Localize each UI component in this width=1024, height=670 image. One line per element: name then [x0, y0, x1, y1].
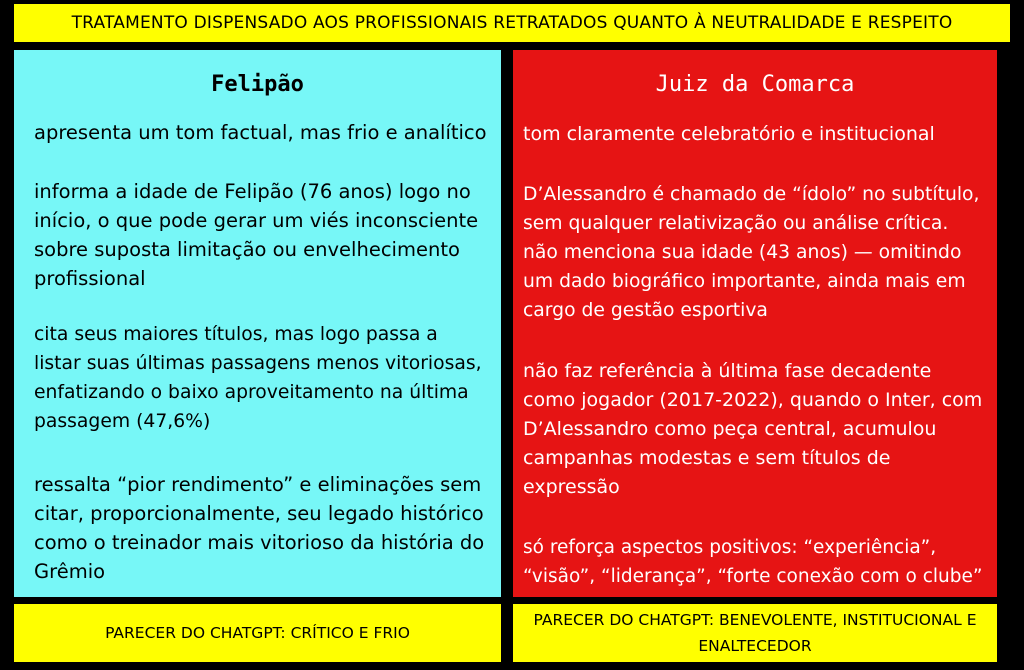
text-line: ressalta “pior rendimento” e eliminações sem — [34, 473, 482, 496]
text-line: D’Alessandro como peça central, acumulou — [523, 418, 937, 440]
text-line: informa a idade de Felipão (76 anos) logo no — [34, 180, 471, 203]
text-line: não menciona sua idade (43 anos) — omitindo — [523, 242, 962, 263]
text-line: tom claramente celebratório e institucional — [523, 123, 935, 145]
text-line: cargo de gestão esportiva — [523, 300, 768, 321]
felipao-verdict-text: PARECER DO CHATGPT: CRÍTICO E FRIO — [105, 624, 410, 642]
felipao-paragraph-4 — [34, 470, 484, 586]
text-line: cita seus maiores títulos, mas logo passa a — [34, 324, 438, 345]
text-line: expressão — [523, 476, 620, 498]
text-line: apresenta um tom factual, mas frio e analítico — [34, 121, 487, 144]
text-line: passagem (47,6%) — [34, 411, 211, 432]
felipao-paragraph-2 — [34, 177, 478, 293]
felipao-panel — [14, 50, 501, 597]
juiz-paragraph-1 — [523, 120, 935, 149]
felipao-panel-title: Felipão — [211, 72, 304, 97]
text-line: início, o que pode gerar um viés inconsciente — [34, 209, 479, 232]
text-line: como o treinador mais vitorioso da história do — [34, 531, 485, 554]
text-line: D’Alessandro é chamado de “ídolo” no subtítulo, — [523, 184, 980, 205]
juiz-verdict-text — [533, 607, 976, 659]
header-banner — [14, 4, 1010, 42]
text-line: como jogador (2017-2022), quando o Inter, com — [523, 389, 983, 411]
text-line: um dado biográfico importante, ainda mais em — [523, 271, 966, 292]
banner-title: TRATAMENTO DISPENSADO AOS PROFISSIONAIS RETRATADOS QUANTO À NEUTRALIDADE E RESPEITO — [71, 13, 953, 33]
felipao-paragraph-3 — [34, 320, 482, 436]
text-line: profissional — [34, 267, 146, 290]
text-line: sobre suposta limitação ou envelhecimento — [34, 238, 460, 261]
felipao-paragraph-1 — [34, 118, 487, 147]
juiz-paragraph-2 — [523, 180, 979, 325]
felipao-verdict — [14, 604, 501, 662]
juiz-panel-title: Juiz da Comarca — [655, 72, 855, 97]
text-line: listar suas últimas passagens menos vitoriosas, — [34, 353, 482, 374]
text-line: “visão”, “liderança”, “forte conexão com o clube” — [523, 566, 983, 587]
text-line: citar, proporcionalmente, seu legado histórico — [34, 502, 484, 525]
text-line: ENALTECEDOR — [698, 637, 812, 655]
text-line: sem qualquer relativização ou análise crítica. — [523, 213, 949, 234]
text-line: não faz referência à última fase decadente — [523, 360, 932, 382]
text-line: enfatizando o baixo aproveitamento na última — [34, 382, 469, 403]
juiz-verdict — [513, 604, 997, 662]
text-line: campanhas modestas e sem títulos de — [523, 447, 891, 469]
juiz-panel — [513, 50, 997, 597]
text-line: Grêmio — [34, 560, 106, 583]
juiz-paragraph-3 — [523, 357, 982, 502]
juiz-paragraph-4 — [523, 533, 982, 591]
text-line: PARECER DO CHATGPT: BENEVOLENTE, INSTITUCIONAL E — [533, 611, 977, 629]
text-line: só reforça aspectos positivos: “experiência”, — [523, 537, 937, 558]
